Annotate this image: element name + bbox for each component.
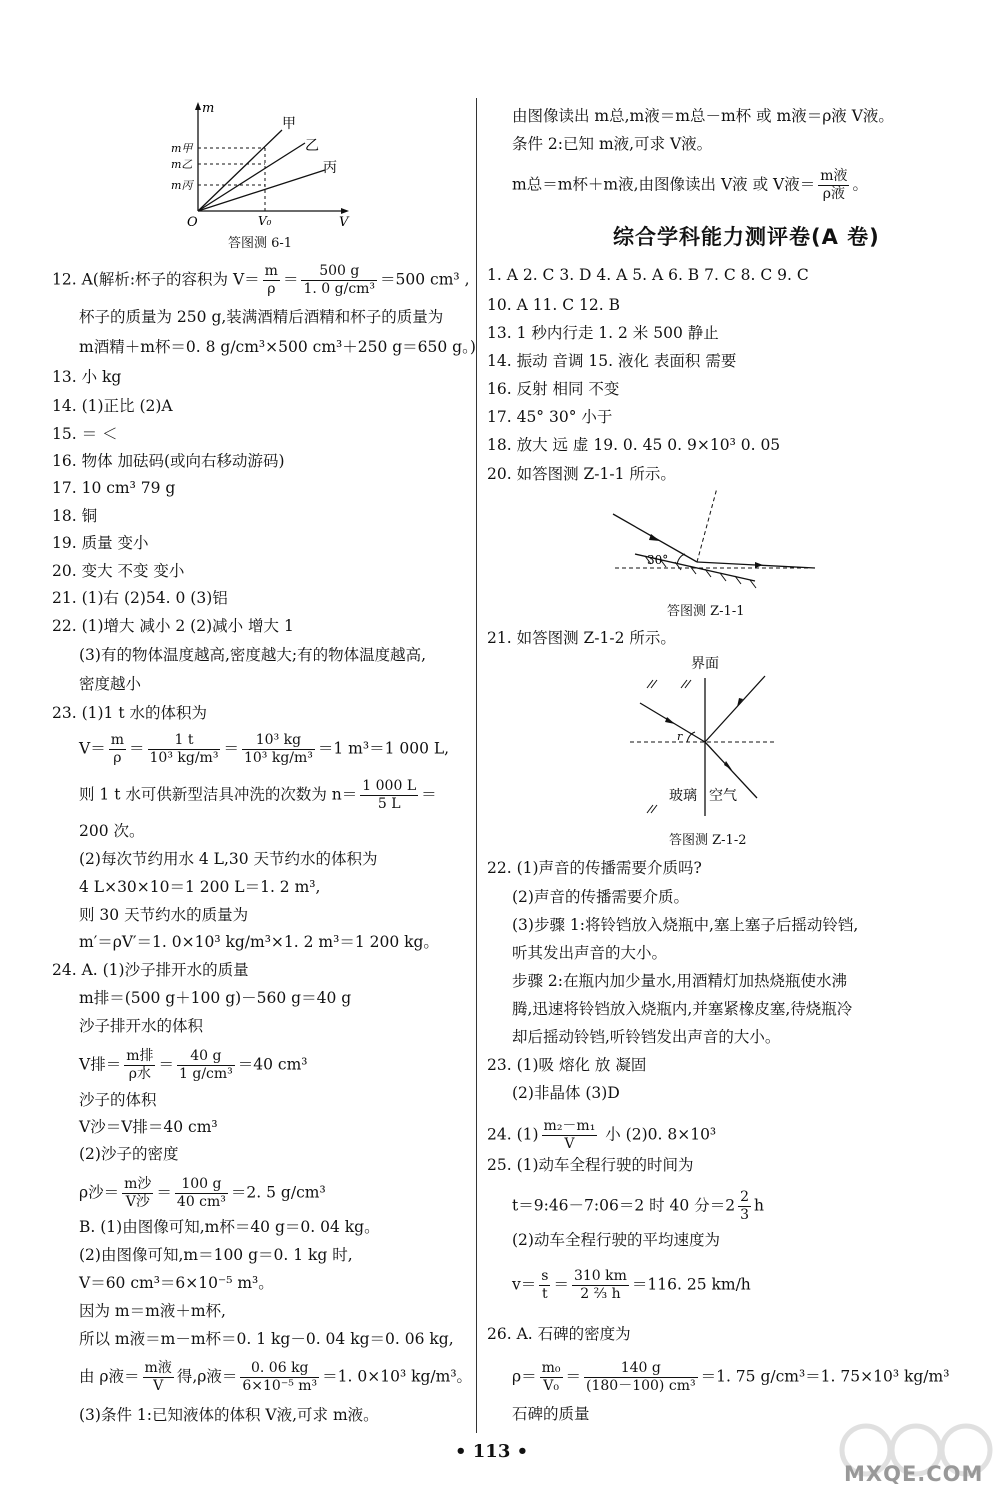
answer-13: 13. 1 秒内行走 1. 2 米 500 静止	[487, 324, 719, 342]
answer-22-line6: 腾,迅速将铃铛放入烧瓶内,并塞紧橡皮塞,待烧瓶冷	[512, 1000, 853, 1018]
q23-line7: 则 30 天节约水的质量为	[79, 906, 249, 924]
r-line3: m总＝m杯＋m液,由图像读出 V液 或 V液＝ $\frac{\text{m液}}{\text{ρ液}}$ 。	[512, 168, 868, 202]
q23-line2: V＝ $\frac{m}{\rho}$ ＝ $\frac{1 t}{\text{10³ kg/m³}}$ ＝ $\frac{\text{10³ kg}}{\text{10³ kg/m³}}$ ＝1 m³＝1 000 L,	[79, 732, 450, 766]
answer-24: 24. (1) $\frac{\text{m₂－m₁}}{V}$ 小 (2)0. 8×10³	[487, 1118, 717, 1152]
q24-line2: m排＝(500 g＋100 g)－560 g＝40 g	[79, 989, 352, 1007]
q12-text: 12. A(解析:杯子的容积为 V＝	[52, 270, 260, 289]
answer-25-line4: v＝ $\frac{s}{t}$ ＝ $\frac{310 km}{\text{2 ⅔ h}}$ ＝116. 25 km/h	[512, 1268, 751, 1302]
watermark-text: MXQE.COM	[844, 1462, 984, 1486]
line-yi-label: 乙	[305, 138, 319, 154]
interface-label: 界面	[691, 656, 719, 672]
q23-line8: m′＝ρV′＝1. 0×10³ kg/m³×1. 2 m³＝1 200 kg。	[79, 933, 439, 951]
reflection-figure-z-1-1	[605, 486, 820, 596]
fraction: $\frac{\text{m沙}}{\text{V沙}}$	[124, 1176, 152, 1210]
q24-line8: ρ沙＝ $\frac{\text{m沙}}{\text{V沙}}$ ＝ $\frac{100 g}{\text{40 cm³}}$ ＝2. 5 g/cm³	[79, 1176, 326, 1210]
fraction: $\frac{m}{\rho}$	[110, 732, 124, 766]
answer-14-15: 14. 振动 音调 15. 液化 表面积 需要	[487, 352, 737, 370]
q12-line1: 12. A(解析:杯子的容积为 V＝ $\frac{m}{\rho}$ ＝ $\frac{500 g}{\text{1. 0 g/cm³}}$ ＝500 cm³ ,	[52, 263, 470, 297]
fraction: $\frac{\text{m₂－m₁}}{V}$	[543, 1118, 596, 1152]
answer-22-line4: 听其发出声音的大小。	[512, 944, 668, 962]
answer-22-line2: (2)声音的传播需要介质。	[512, 888, 689, 906]
answer-22-line7: 却后摇动铃铛,听铃铛发出声音的大小。	[512, 1028, 781, 1046]
answers-1-9: 1. A 2. C 3. D 4. A 5. A 6. B 7. C 8. C 9. C	[487, 266, 809, 284]
q24-line1: 24. A. (1)沙子排开水的质量	[52, 961, 249, 979]
q24-line3: 沙子排开水的体积	[79, 1017, 204, 1035]
fraction: $\frac{m}{\rho}$	[264, 263, 278, 297]
page-number: • 113 •	[455, 1441, 529, 1462]
answer-16: 16. 反射 相同 不变	[487, 380, 620, 398]
q24-line14: 由 ρ液＝ $\frac{\text{m液}}{V}$ 得,ρ液＝ $\frac{0. 06 kg}{\text{6×10⁻⁵ m³}}$ ＝1. 0×10³ kg/m³。	[79, 1360, 473, 1394]
q22-line2: (3)有的物体温度越高,密度越大;有的物体温度越高,	[79, 646, 427, 664]
q20: 20. 变大 不变 变小	[52, 562, 185, 580]
column-divider	[476, 98, 477, 1433]
axis-label-m: m	[202, 101, 215, 116]
q18: 18. 铜	[52, 507, 98, 525]
q14: 14. (1)正比 (2)A	[52, 397, 173, 415]
refraction-figure-z-1-2	[625, 648, 785, 818]
answers-10-12: 10. A 11. C 12. B	[487, 296, 621, 314]
q12-line2: 杯子的质量为 250 g,装满酒精后酒精和杯子的质量为	[79, 308, 444, 326]
r-line1: 由图像读出 m总,m液＝m总－m杯 或 m液＝ρ液 V液。	[512, 107, 894, 125]
figure-caption-z-1-1: 答图测 Z-1-1	[667, 604, 745, 619]
fraction: $\frac{1 t}{\text{10³ kg/m³}}$	[149, 732, 219, 766]
q23-line4: 200 次。	[79, 822, 145, 840]
m-bing-label: m丙	[171, 179, 193, 192]
fraction: $\frac{140 g}{\text{(180－100) cm³}}$	[586, 1360, 696, 1394]
fraction: $\frac{40 g}{\text{1 g/cm³}}$	[179, 1048, 233, 1082]
r-line2: 条件 2:已知 m液,可求 V液。	[512, 135, 713, 153]
q19: 19. 质量 变小	[52, 534, 149, 552]
fraction: $\frac{\text{10³ kg}}{\text{10³ kg/m³}}$	[243, 732, 313, 766]
line-bing-label: 丙	[323, 160, 337, 176]
q17: 17. 10 cm³ 79 g	[52, 479, 176, 497]
answer-23-line1: 23. (1)吸 熔化 放 凝固	[487, 1056, 647, 1074]
figure-caption-z-1-2: 答图测 Z-1-2	[669, 833, 747, 848]
q24-line15: (3)条件 1:已知液体的体积 V液,可求 m液。	[79, 1406, 379, 1424]
axis-label-v: V	[339, 215, 349, 230]
fraction: $\frac{\text{m₀}}{\text{V₀}}$	[541, 1360, 561, 1394]
q13: 13. 小 kg	[52, 368, 122, 386]
q24-line11: V＝60 cm³＝6×10⁻⁵ m³。	[79, 1274, 274, 1292]
air-label: 空气	[709, 788, 737, 804]
q23-line3: 则 1 t 水可供新型洁具冲洗的次数为 n＝ $\frac{1 000 L}{5 L}$ ＝	[79, 778, 437, 812]
answer-22-line1: 22. (1)声音的传播需要介质吗?	[487, 859, 702, 877]
answer-20: 20. 如答图测 Z-1-1 所示。	[487, 465, 676, 483]
v0-label: V₀	[258, 214, 272, 228]
q22-line1: 22. (1)增大 减小 2 (2)减小 增大 1	[52, 617, 294, 635]
fraction: $\frac{2}{3}$	[740, 1189, 749, 1223]
fraction: $\frac{1 000 L}{5 L}$	[362, 778, 417, 812]
q21: 21. (1)右 (2)54. 0 (3)铝	[52, 589, 228, 607]
answer-18-19: 18. 放大 远 虚 19. 0. 45 0. 9×10³ 0. 05	[487, 436, 781, 454]
answer-26-line3: 石碑的质量	[512, 1405, 590, 1423]
q24-line9: B. (1)由图像可知,m杯＝40 g＝0. 04 kg。	[79, 1218, 380, 1236]
section-title: 综合学科能力测评卷(A 卷)	[613, 225, 880, 249]
glass-label: 玻璃	[669, 788, 697, 804]
line-jia-label: 甲	[282, 116, 296, 132]
answer-26-line1: 26. A. 石碑的密度为	[487, 1325, 631, 1343]
fraction: $\frac{500 g}{\text{1. 0 g/cm³}}$	[303, 263, 376, 297]
answer-25-line1: 25. (1)动车全程行驶的时间为	[487, 1156, 694, 1174]
m-jia-label: m甲	[171, 142, 193, 155]
q24-line12: 因为 m＝m液＋m杯,	[79, 1302, 226, 1320]
answer-25-line3: (2)动车全程行驶的平均速度为	[512, 1231, 720, 1249]
q24-line5: 沙子的体积	[79, 1091, 157, 1109]
fraction: $\frac{100 g}{\text{40 cm³}}$	[176, 1176, 226, 1210]
q24-line10: (2)由图像可知,m＝100 g＝0. 1 kg 时,	[79, 1246, 353, 1264]
q22-line3: 密度越小	[79, 675, 142, 693]
graph-figure-6-1	[165, 98, 365, 233]
q16: 16. 物体 加砝码(或向右移动游码)	[52, 452, 285, 470]
angle-30-label: 30°	[647, 553, 669, 567]
fraction: $\frac{\text{m排}}{\text{ρ水}}$	[126, 1048, 154, 1082]
answer-21: 21. 如答图测 Z-1-2 所示。	[487, 629, 676, 647]
q24-line7: (2)沙子的密度	[79, 1145, 179, 1163]
q24-line4: V排＝ $\frac{\text{m排}}{\text{ρ水}}$ ＝ $\frac{40 g}{\text{1 g/cm³}}$ ＝40 cm³	[79, 1048, 308, 1082]
q24-line13: 所以 m液＝m－m杯＝0. 1 kg－0. 04 kg＝0. 06 kg,	[79, 1330, 454, 1348]
q23-line6: 4 L×30×10＝1 200 L＝1. 2 m³,	[79, 878, 321, 896]
answer-26-line2: ρ＝ $\frac{\text{m₀}}{\text{V₀}}$ ＝ $\frac{140 g}{\text{(180－100) cm³}}$ ＝1. 75 g/cm³＝1. 75×10³ kg/m³	[512, 1360, 950, 1394]
m-yi-label: m乙	[171, 158, 193, 171]
figure-caption-6-1: 答图测 6-1	[228, 236, 293, 251]
origin-label: O	[187, 215, 198, 230]
answer-25-line2: t＝9:46－7:06＝2 时 40 分＝2 $\frac{2}{3}$ h	[512, 1189, 764, 1223]
q15: 15. ＝ ＜	[52, 425, 118, 443]
answer-22-line5: 步骤 2:在瓶内加少量水,用酒精灯加热烧瓶使水沸	[512, 972, 847, 990]
q12-line3: m酒精＋m杯＝0. 8 g/cm³×500 cm³＋250 g＝650 g。)	[79, 338, 476, 356]
fraction: $\frac{\text{m液}}{V}$	[144, 1360, 172, 1394]
fraction: $\frac{0. 06 kg}{\text{6×10⁻⁵ m³}}$	[242, 1360, 318, 1394]
q24-line6: V沙＝V排＝40 cm³	[79, 1118, 218, 1136]
refraction-angle-label: r	[677, 730, 683, 743]
answer-17: 17. 45° 30° 小于	[487, 408, 613, 426]
q23-line1: 23. (1)1 t 水的体积为	[52, 704, 207, 722]
answer-22-line3: (3)步骤 1:将铃铛放入烧瓶中,塞上塞子后摇动铃铛,	[512, 916, 859, 934]
fraction: $\frac{\text{m液}}{\text{ρ液}}$	[820, 168, 848, 202]
fraction: $\frac{s}{t}$	[541, 1268, 549, 1302]
answer-23-line2: (2)非晶体 (3)D	[512, 1084, 620, 1102]
q23-line5: (2)每次节约用水 4 L,30 天节约水的体积为	[79, 850, 378, 868]
fraction: $\frac{310 km}{\text{2 ⅔ h}}$	[573, 1268, 627, 1302]
